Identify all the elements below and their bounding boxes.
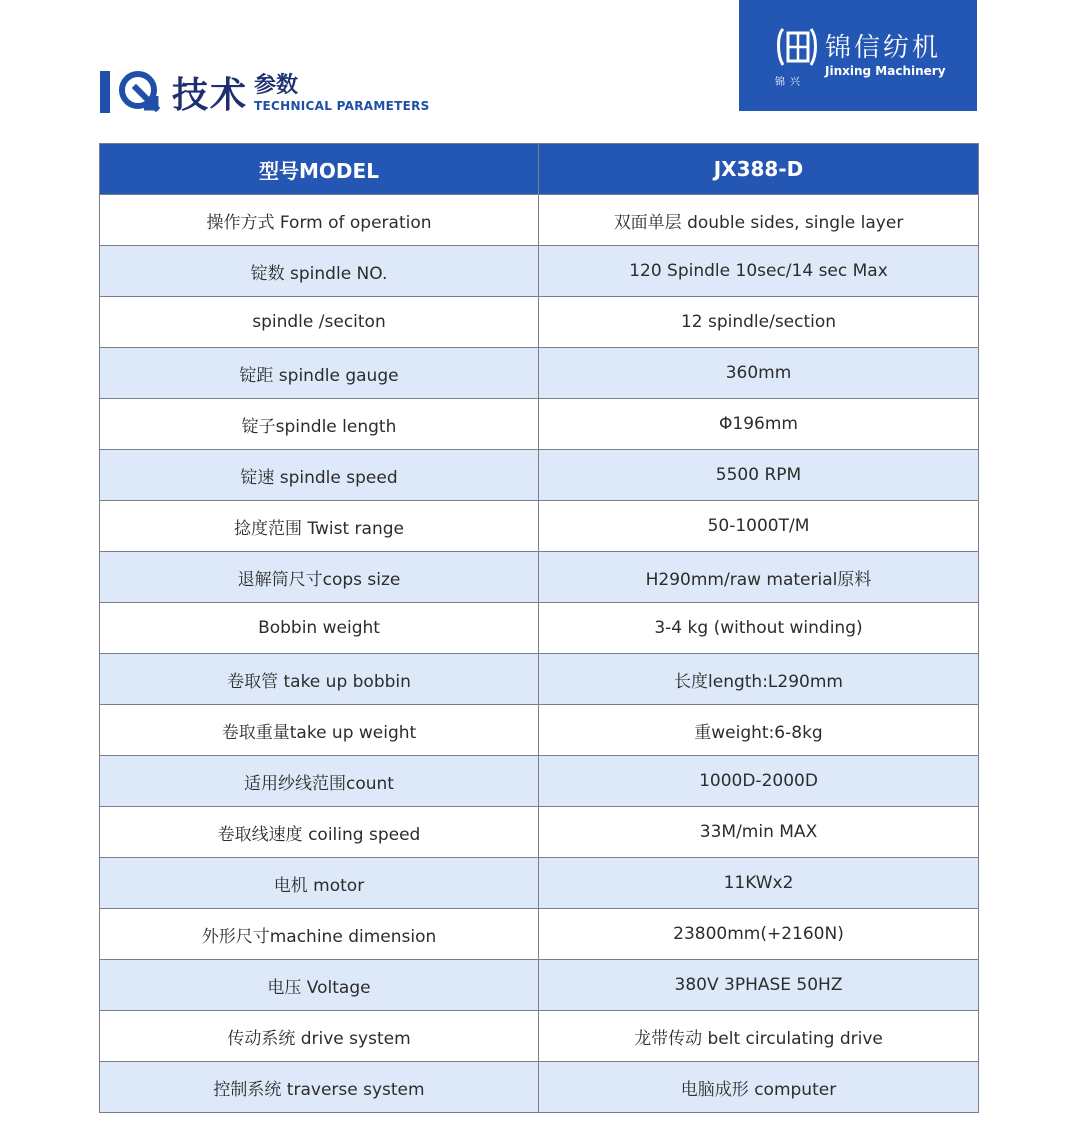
table-row [100, 501, 979, 552]
param-value: 33M/min MAX [539, 807, 979, 858]
heading-accent-bar [100, 71, 110, 113]
param-value: 11KWx2 [539, 858, 979, 909]
table-header-row [100, 144, 979, 195]
param-value: 电脑成形 computer [539, 1062, 979, 1113]
table-row [100, 1062, 979, 1113]
param-name: 捻度范围 Twist range [100, 501, 539, 552]
param-value: 5500 RPM [539, 450, 979, 501]
param-value: 重weight:6-8kg [539, 705, 979, 756]
param-value: 380V 3PHASE 50HZ [539, 960, 979, 1011]
table-row [100, 909, 979, 960]
table-row [100, 450, 979, 501]
param-name: 适用纱线范围count [100, 756, 539, 807]
param-name: 控制系统 traverse system [100, 1062, 539, 1113]
param-value: 1000D-2000D [539, 756, 979, 807]
param-value: 360mm [539, 348, 979, 399]
header-model-label: 型号MODEL [100, 144, 539, 195]
table-row [100, 297, 979, 348]
param-value: 50-1000T/M [539, 501, 979, 552]
param-name: 电机 motor [100, 858, 539, 909]
brand-text [825, 33, 946, 79]
table-row [100, 960, 979, 1011]
param-value: 3-4 kg (without winding) [539, 603, 979, 654]
param-name: 锭数 spindle NO. [100, 246, 539, 297]
param-name: 外形尺寸machine dimension [100, 909, 539, 960]
param-name: 操作方式 Form of operation [100, 195, 539, 246]
table-row [100, 807, 979, 858]
brand-name-en: Jinxing Machinery [825, 63, 946, 78]
param-name: 卷取重量take up weight [100, 705, 539, 756]
section-heading [100, 62, 430, 122]
magnifier-arrow-icon [118, 70, 162, 114]
table-row [100, 858, 979, 909]
param-value: 120 Spindle 10sec/14 sec Max [539, 246, 979, 297]
table-row [100, 705, 979, 756]
table-row [100, 348, 979, 399]
table-row [100, 552, 979, 603]
table-row [100, 603, 979, 654]
technical-parameters-table [99, 143, 979, 1113]
table-row [100, 1011, 979, 1062]
table-row [100, 756, 979, 807]
param-value: 龙带传动 belt circulating drive [539, 1011, 979, 1062]
heading-subtitle [254, 74, 430, 114]
param-name: spindle /seciton [100, 297, 539, 348]
header-model-value: JX388-D [539, 144, 979, 195]
brand-mark-label: 锦兴 [775, 76, 805, 88]
param-value: 23800mm(+2160N) [539, 909, 979, 960]
brand-mark-icon [773, 25, 817, 71]
param-name: 传动系统 drive system [100, 1011, 539, 1062]
param-name: 锭速 spindle speed [100, 450, 539, 501]
param-name: Bobbin weight [100, 603, 539, 654]
param-name: 退解筒尺寸cops size [100, 552, 539, 603]
heading-subtitle-en: TECHNICAL PARAMETERS [254, 99, 430, 113]
param-value: 长度length:L290mm [539, 654, 979, 705]
param-name: 卷取线速度 coiling speed [100, 807, 539, 858]
brand-mark [773, 25, 817, 87]
brand-name-cn: 锦信纺机 [825, 32, 942, 63]
heading-subtitle-cn: 参数 [254, 73, 299, 98]
table-row [100, 399, 979, 450]
param-value: 12 spindle/section [539, 297, 979, 348]
table-row [100, 246, 979, 297]
param-name: 卷取管 take up bobbin [100, 654, 539, 705]
table-row [100, 195, 979, 246]
param-value: H290mm/raw material原料 [539, 552, 979, 603]
brand-logo [739, 0, 977, 111]
param-name: 电压 Voltage [100, 960, 539, 1011]
param-value: 双面单层 double sides, single layer [539, 195, 979, 246]
table-row [100, 654, 979, 705]
heading-title: 技术 [172, 74, 249, 116]
param-name: 锭子spindle length [100, 399, 539, 450]
param-name: 锭距 spindle gauge [100, 348, 539, 399]
param-value: Φ196mm [539, 399, 979, 450]
